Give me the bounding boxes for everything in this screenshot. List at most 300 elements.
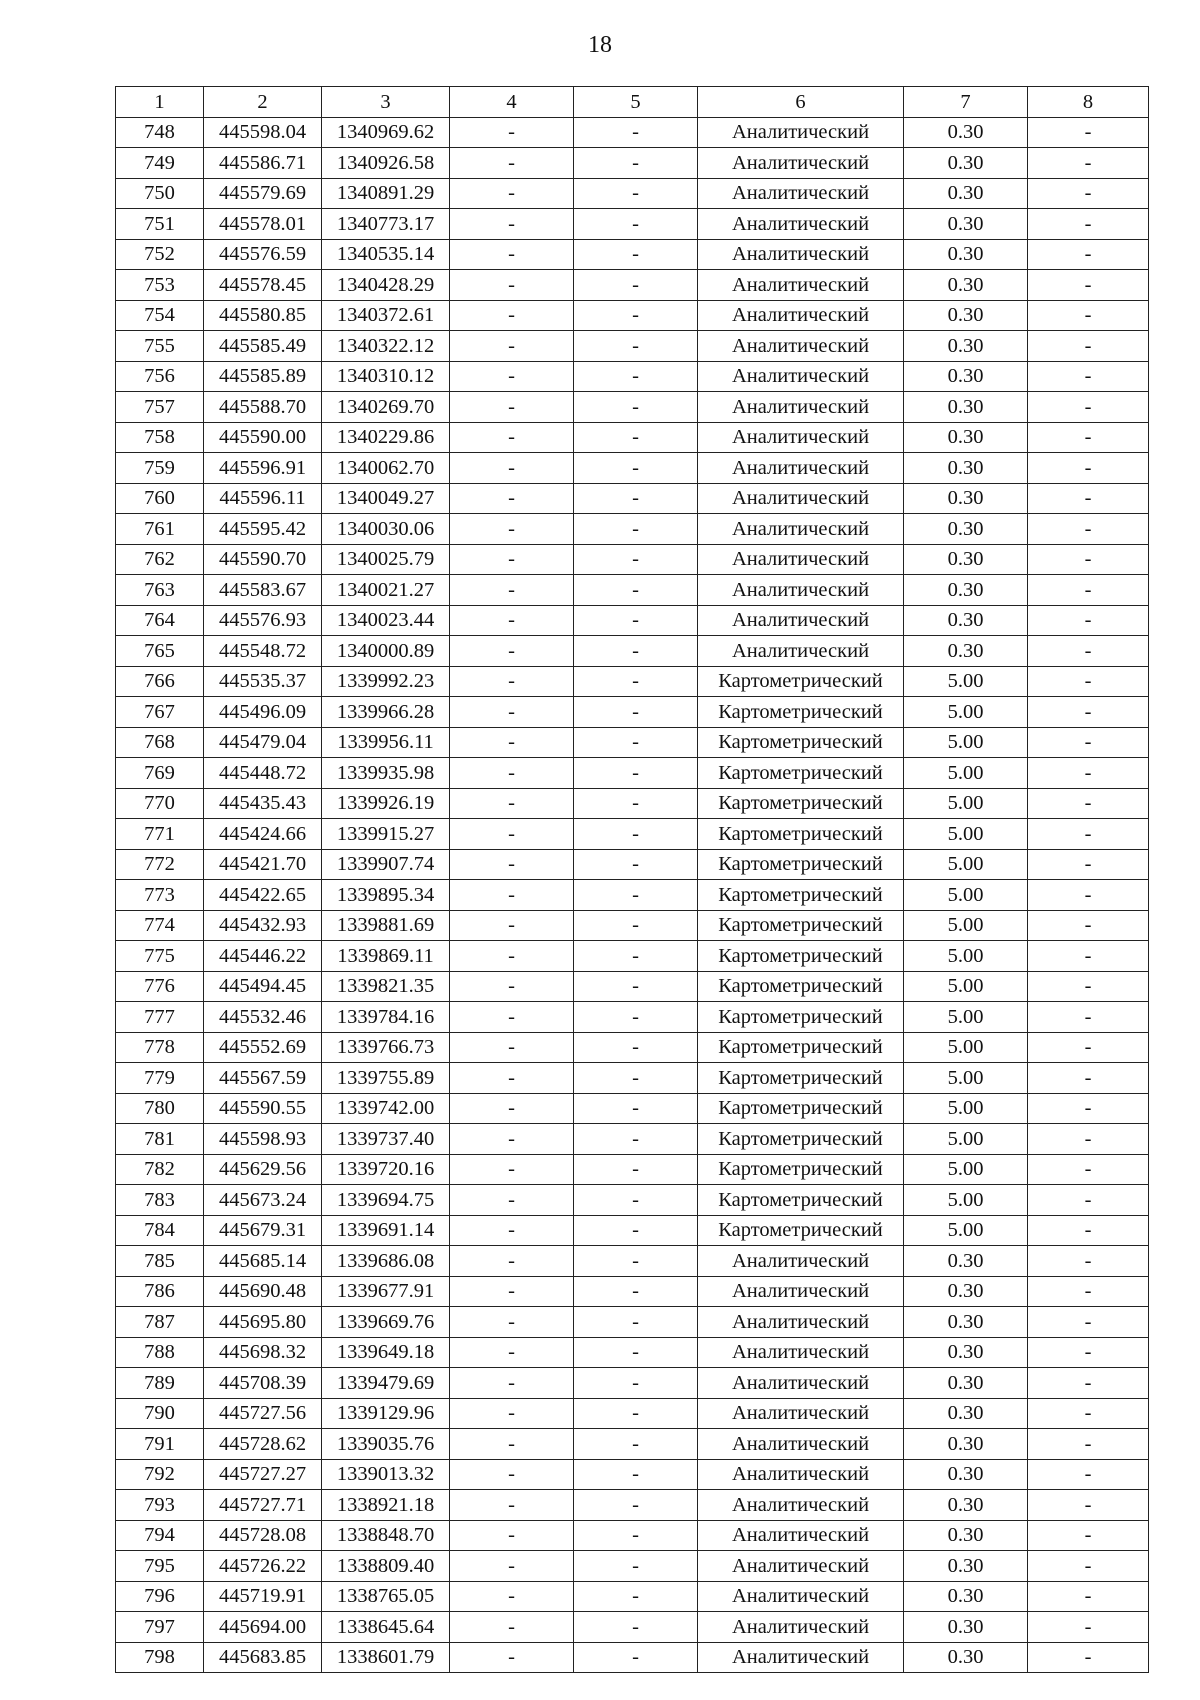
- table-cell: -: [574, 300, 698, 331]
- table-cell: 762: [116, 544, 204, 575]
- table-cell: -: [574, 117, 698, 148]
- table-cell: 0.30: [904, 270, 1028, 301]
- table-cell: -: [1028, 1520, 1149, 1551]
- table-row: [116, 178, 1149, 209]
- table-cell: 5.00: [904, 727, 1028, 758]
- table-cell: -: [1028, 1276, 1149, 1307]
- table-cell: -: [574, 666, 698, 697]
- table-cell: 761: [116, 514, 204, 545]
- table-cell: -: [574, 636, 698, 667]
- table-cell: -: [1028, 1368, 1149, 1399]
- table-cell: -: [1028, 331, 1149, 362]
- column-header-6: 6: [698, 87, 904, 118]
- table-cell: -: [574, 941, 698, 972]
- table-cell: -: [450, 239, 574, 270]
- table-cell: -: [1028, 1032, 1149, 1063]
- table-cell: -: [574, 1551, 698, 1582]
- table-cell: 770: [116, 788, 204, 819]
- table-cell: -: [1028, 910, 1149, 941]
- table-cell: 1338848.70: [322, 1520, 450, 1551]
- table-cell: -: [574, 1063, 698, 1094]
- table-cell: 0.30: [904, 1246, 1028, 1277]
- table-cell: 5.00: [904, 1215, 1028, 1246]
- table-cell: -: [1028, 1459, 1149, 1490]
- table-cell: Картометрический: [698, 1032, 904, 1063]
- table-cell: -: [450, 758, 574, 789]
- table-cell: 5.00: [904, 1002, 1028, 1033]
- table-row: [116, 971, 1149, 1002]
- table-cell: Картометрический: [698, 910, 904, 941]
- table-cell: 0.30: [904, 300, 1028, 331]
- table-cell: 786: [116, 1276, 204, 1307]
- table-cell: -: [450, 1307, 574, 1338]
- table-row: [116, 1215, 1149, 1246]
- table-cell: -: [574, 910, 698, 941]
- table-cell: 0.30: [904, 1520, 1028, 1551]
- table-cell: 1338645.64: [322, 1612, 450, 1643]
- table-cell: -: [574, 209, 698, 240]
- table-cell: -: [574, 544, 698, 575]
- table-cell: -: [450, 209, 574, 240]
- table-cell: Аналитический: [698, 422, 904, 453]
- table-cell: 445629.56: [204, 1154, 322, 1185]
- table-cell: 445728.62: [204, 1429, 322, 1460]
- table-cell: 1340969.62: [322, 117, 450, 148]
- table-cell: 1339129.96: [322, 1398, 450, 1429]
- table-cell: 445552.69: [204, 1032, 322, 1063]
- table-cell: 445578.01: [204, 209, 322, 240]
- table-cell: Аналитический: [698, 178, 904, 209]
- table-cell: 751: [116, 209, 204, 240]
- table-row: [116, 1642, 1149, 1673]
- table-cell: -: [450, 1520, 574, 1551]
- table-cell: 445446.22: [204, 941, 322, 972]
- table-cell: 1339907.74: [322, 849, 450, 880]
- table-cell: -: [1028, 544, 1149, 575]
- table-cell: Картометрический: [698, 788, 904, 819]
- table-cell: 1338921.18: [322, 1490, 450, 1521]
- table-cell: 1339755.89: [322, 1063, 450, 1094]
- table-cell: -: [450, 1246, 574, 1277]
- coordinates-table: [115, 86, 1149, 1673]
- table-cell: 445596.91: [204, 453, 322, 484]
- table-cell: 752: [116, 239, 204, 270]
- table-cell: 769: [116, 758, 204, 789]
- table-header-row: [116, 87, 1149, 118]
- table-cell: 1339677.91: [322, 1276, 450, 1307]
- table-cell: -: [1028, 117, 1149, 148]
- table-cell: -: [1028, 209, 1149, 240]
- table-cell: 445576.59: [204, 239, 322, 270]
- table-cell: 1340030.06: [322, 514, 450, 545]
- table-cell: -: [450, 849, 574, 880]
- table-cell: 5.00: [904, 971, 1028, 1002]
- table-cell: -: [450, 1124, 574, 1155]
- table-cell: 1340428.29: [322, 270, 450, 301]
- table-cell: 775: [116, 941, 204, 972]
- table-cell: 0.30: [904, 1307, 1028, 1338]
- table-cell: 0.30: [904, 361, 1028, 392]
- table-cell: -: [574, 971, 698, 1002]
- table-cell: -: [450, 1032, 574, 1063]
- table-cell: 0.30: [904, 1398, 1028, 1429]
- table-cell: 1340229.86: [322, 422, 450, 453]
- table-cell: -: [574, 1124, 698, 1155]
- table-cell: 750: [116, 178, 204, 209]
- table-cell: -: [450, 910, 574, 941]
- table-cell: 1339966.28: [322, 697, 450, 728]
- table-cell: 445576.93: [204, 605, 322, 636]
- table-cell: -: [1028, 1215, 1149, 1246]
- table-cell: -: [574, 1337, 698, 1368]
- table-cell: 445727.71: [204, 1490, 322, 1521]
- table-cell: 763: [116, 575, 204, 606]
- table-cell: 1339649.18: [322, 1337, 450, 1368]
- table-cell: 1339479.69: [322, 1368, 450, 1399]
- table-cell: 1339869.11: [322, 941, 450, 972]
- table-row: [116, 910, 1149, 941]
- table-cell: -: [450, 453, 574, 484]
- table-cell: 791: [116, 1429, 204, 1460]
- table-cell: 0.30: [904, 1276, 1028, 1307]
- table-cell: -: [450, 941, 574, 972]
- table-cell: -: [1028, 1490, 1149, 1521]
- table-cell: -: [1028, 1642, 1149, 1673]
- table-cell: -: [450, 422, 574, 453]
- table-cell: Аналитический: [698, 300, 904, 331]
- table-cell: 5.00: [904, 1154, 1028, 1185]
- table-cell: 0.30: [904, 331, 1028, 362]
- table-cell: Аналитический: [698, 453, 904, 484]
- table-cell: 445432.93: [204, 910, 322, 941]
- table-cell: 1339035.76: [322, 1429, 450, 1460]
- table-cell: -: [574, 1002, 698, 1033]
- table-cell: 445579.69: [204, 178, 322, 209]
- table-cell: 5.00: [904, 941, 1028, 972]
- table-cell: 0.30: [904, 1368, 1028, 1399]
- table-cell: Картометрический: [698, 1154, 904, 1185]
- table-cell: -: [1028, 148, 1149, 179]
- table-cell: 0.30: [904, 1581, 1028, 1612]
- table-cell: 0.30: [904, 1642, 1028, 1673]
- table-cell: 0.30: [904, 544, 1028, 575]
- table-cell: 1339669.76: [322, 1307, 450, 1338]
- table-cell: 758: [116, 422, 204, 453]
- table-cell: 445496.09: [204, 697, 322, 728]
- table-cell: -: [574, 514, 698, 545]
- table-cell: Картометрический: [698, 941, 904, 972]
- page-number: 18: [588, 32, 612, 58]
- table-cell: 759: [116, 453, 204, 484]
- table-cell: 1339694.75: [322, 1185, 450, 1216]
- table-cell: Аналитический: [698, 1642, 904, 1673]
- table-row: [116, 636, 1149, 667]
- table-cell: Картометрический: [698, 1185, 904, 1216]
- table-cell: -: [450, 1185, 574, 1216]
- table-cell: Аналитический: [698, 1459, 904, 1490]
- table-cell: -: [450, 392, 574, 423]
- table-cell: Картометрический: [698, 727, 904, 758]
- table-cell: -: [574, 270, 698, 301]
- table-cell: -: [574, 1032, 698, 1063]
- table-cell: -: [450, 1429, 574, 1460]
- table-cell: 771: [116, 819, 204, 850]
- table-cell: 445719.91: [204, 1581, 322, 1612]
- table-cell: 1339992.23: [322, 666, 450, 697]
- table-cell: 1339784.16: [322, 1002, 450, 1033]
- table-row: [116, 148, 1149, 179]
- table-cell: Аналитический: [698, 1337, 904, 1368]
- table-cell: -: [1028, 1581, 1149, 1612]
- table-cell: 5.00: [904, 1032, 1028, 1063]
- table-cell: -: [574, 361, 698, 392]
- table-cell: 796: [116, 1581, 204, 1612]
- table-cell: -: [1028, 941, 1149, 972]
- table-cell: 1340926.58: [322, 148, 450, 179]
- table-row: [116, 453, 1149, 484]
- table-cell: 1340773.17: [322, 209, 450, 240]
- table-cell: Картометрический: [698, 880, 904, 911]
- table-cell: -: [574, 849, 698, 880]
- table-cell: Аналитический: [698, 544, 904, 575]
- table-cell: 5.00: [904, 666, 1028, 697]
- table-cell: Аналитический: [698, 209, 904, 240]
- table-cell: -: [450, 636, 574, 667]
- table-cell: -: [1028, 849, 1149, 880]
- table-cell: -: [450, 1581, 574, 1612]
- table-cell: -: [450, 1642, 574, 1673]
- table-cell: Картометрический: [698, 1093, 904, 1124]
- table-cell: 5.00: [904, 1093, 1028, 1124]
- table-cell: 1340269.70: [322, 392, 450, 423]
- table-cell: 5.00: [904, 910, 1028, 941]
- table-cell: -: [574, 880, 698, 911]
- table-cell: -: [450, 361, 574, 392]
- table-row: [116, 300, 1149, 331]
- table-cell: 0.30: [904, 148, 1028, 179]
- table-cell: 1339915.27: [322, 819, 450, 850]
- table-cell: -: [1028, 1551, 1149, 1582]
- table-row: [116, 1337, 1149, 1368]
- table-cell: -: [1028, 300, 1149, 331]
- table-cell: -: [450, 1612, 574, 1643]
- table-cell: -: [574, 148, 698, 179]
- table-cell: 773: [116, 880, 204, 911]
- table-cell: 445421.70: [204, 849, 322, 880]
- table-row: [116, 666, 1149, 697]
- table-cell: 778: [116, 1032, 204, 1063]
- table-row: [116, 1368, 1149, 1399]
- table-cell: -: [574, 819, 698, 850]
- table-cell: 1339766.73: [322, 1032, 450, 1063]
- table-cell: 760: [116, 483, 204, 514]
- table-cell: -: [1028, 392, 1149, 423]
- table-cell: -: [1028, 1093, 1149, 1124]
- table-cell: -: [574, 1307, 698, 1338]
- table-cell: -: [1028, 270, 1149, 301]
- table-row: [116, 239, 1149, 270]
- table-cell: 748: [116, 117, 204, 148]
- table-cell: -: [1028, 666, 1149, 697]
- table-cell: -: [1028, 1429, 1149, 1460]
- table-cell: -: [574, 575, 698, 606]
- column-header-1: 1: [116, 87, 204, 118]
- table-cell: 1340025.79: [322, 544, 450, 575]
- table-cell: 749: [116, 148, 204, 179]
- table-cell: 445690.48: [204, 1276, 322, 1307]
- table-cell: Картометрический: [698, 1124, 904, 1155]
- table-cell: Картометрический: [698, 1215, 904, 1246]
- table-cell: -: [574, 1398, 698, 1429]
- table-cell: -: [1028, 1307, 1149, 1338]
- table-cell: 0.30: [904, 1551, 1028, 1582]
- table-cell: 445585.49: [204, 331, 322, 362]
- table-cell: -: [450, 1368, 574, 1399]
- table-cell: -: [450, 1551, 574, 1582]
- table-cell: 0.30: [904, 1490, 1028, 1521]
- table-cell: -: [1028, 1154, 1149, 1185]
- table-cell: 445596.11: [204, 483, 322, 514]
- table-cell: 445494.45: [204, 971, 322, 1002]
- table-cell: Картометрический: [698, 971, 904, 1002]
- table-cell: Аналитический: [698, 1307, 904, 1338]
- table-cell: -: [1028, 1063, 1149, 1094]
- table-cell: 0.30: [904, 605, 1028, 636]
- table-cell: Аналитический: [698, 636, 904, 667]
- table-cell: 5.00: [904, 1124, 1028, 1155]
- table-cell: -: [450, 666, 574, 697]
- table-cell: -: [450, 148, 574, 179]
- table-body: [116, 117, 1149, 1673]
- table-cell: -: [450, 727, 574, 758]
- table-cell: 445727.27: [204, 1459, 322, 1490]
- table-cell: -: [1028, 1337, 1149, 1368]
- table-cell: -: [1028, 971, 1149, 1002]
- table-cell: 785: [116, 1246, 204, 1277]
- table-cell: -: [574, 1459, 698, 1490]
- table-cell: 0.30: [904, 1459, 1028, 1490]
- table-cell: 0.30: [904, 453, 1028, 484]
- table-cell: -: [574, 422, 698, 453]
- table-cell: -: [450, 971, 574, 1002]
- table-cell: -: [574, 1612, 698, 1643]
- table-cell: 445590.00: [204, 422, 322, 453]
- table-cell: 1339956.11: [322, 727, 450, 758]
- table-cell: -: [574, 758, 698, 789]
- table-cell: -: [450, 819, 574, 850]
- table-cell: -: [1028, 1002, 1149, 1033]
- table-cell: 445598.04: [204, 117, 322, 148]
- table-cell: 757: [116, 392, 204, 423]
- table-cell: -: [1028, 1398, 1149, 1429]
- table-cell: 780: [116, 1093, 204, 1124]
- table-cell: -: [450, 300, 574, 331]
- table-cell: 445567.59: [204, 1063, 322, 1094]
- table-row: [116, 1063, 1149, 1094]
- table-cell: Картометрический: [698, 819, 904, 850]
- table-cell: 790: [116, 1398, 204, 1429]
- table-row: [116, 758, 1149, 789]
- table-cell: 1340062.70: [322, 453, 450, 484]
- table-cell: -: [1028, 1612, 1149, 1643]
- table-cell: 783: [116, 1185, 204, 1216]
- table-cell: -: [574, 1429, 698, 1460]
- table-cell: -: [574, 1520, 698, 1551]
- table-cell: Аналитический: [698, 1520, 904, 1551]
- table-cell: 1339691.14: [322, 1215, 450, 1246]
- table-cell: -: [574, 453, 698, 484]
- table-cell: -: [450, 1276, 574, 1307]
- table-row: [116, 1032, 1149, 1063]
- table-cell: 5.00: [904, 849, 1028, 880]
- table-cell: 445590.70: [204, 544, 322, 575]
- table-row: [116, 849, 1149, 880]
- table-cell: -: [450, 697, 574, 728]
- table-cell: Картометрический: [698, 758, 904, 789]
- table-row: [116, 1276, 1149, 1307]
- table-cell: 797: [116, 1612, 204, 1643]
- table-cell: 5.00: [904, 1185, 1028, 1216]
- table-cell: 772: [116, 849, 204, 880]
- table-cell: 445588.70: [204, 392, 322, 423]
- table-cell: -: [1028, 727, 1149, 758]
- table-cell: Аналитический: [698, 1368, 904, 1399]
- table-cell: -: [574, 1246, 698, 1277]
- table-cell: 1338601.79: [322, 1642, 450, 1673]
- table-cell: -: [450, 117, 574, 148]
- table-cell: 5.00: [904, 1063, 1028, 1094]
- table-cell: Картометрический: [698, 849, 904, 880]
- table-row: [116, 1307, 1149, 1338]
- table-cell: 754: [116, 300, 204, 331]
- table-cell: -: [450, 1063, 574, 1094]
- table-cell: 5.00: [904, 758, 1028, 789]
- table-cell: 1339013.32: [322, 1459, 450, 1490]
- table-cell: 776: [116, 971, 204, 1002]
- table-cell: -: [1028, 697, 1149, 728]
- table-cell: 0.30: [904, 636, 1028, 667]
- table-cell: 798: [116, 1642, 204, 1673]
- table-cell: 753: [116, 270, 204, 301]
- table-cell: Аналитический: [698, 575, 904, 606]
- table-cell: -: [450, 1337, 574, 1368]
- table-cell: -: [1028, 178, 1149, 209]
- table-cell: Аналитический: [698, 1551, 904, 1582]
- table-cell: Аналитический: [698, 239, 904, 270]
- table-cell: 793: [116, 1490, 204, 1521]
- table-cell: 0.30: [904, 422, 1028, 453]
- table-cell: -: [574, 1215, 698, 1246]
- table-cell: -: [450, 575, 574, 606]
- table-cell: -: [1028, 514, 1149, 545]
- table-cell: Аналитический: [698, 392, 904, 423]
- table-cell: 445598.93: [204, 1124, 322, 1155]
- table-cell: 445727.56: [204, 1398, 322, 1429]
- table-cell: 5.00: [904, 697, 1028, 728]
- table-cell: 1340535.14: [322, 239, 450, 270]
- table-row: [116, 1520, 1149, 1551]
- table-row: [116, 1551, 1149, 1582]
- table-cell: -: [1028, 1185, 1149, 1216]
- table-cell: 445422.65: [204, 880, 322, 911]
- table-cell: 1338765.05: [322, 1581, 450, 1612]
- table-cell: 1340049.27: [322, 483, 450, 514]
- table-cell: -: [1028, 483, 1149, 514]
- table-row: [116, 575, 1149, 606]
- table-cell: -: [574, 1368, 698, 1399]
- table-cell: 445424.66: [204, 819, 322, 850]
- table-cell: -: [1028, 880, 1149, 911]
